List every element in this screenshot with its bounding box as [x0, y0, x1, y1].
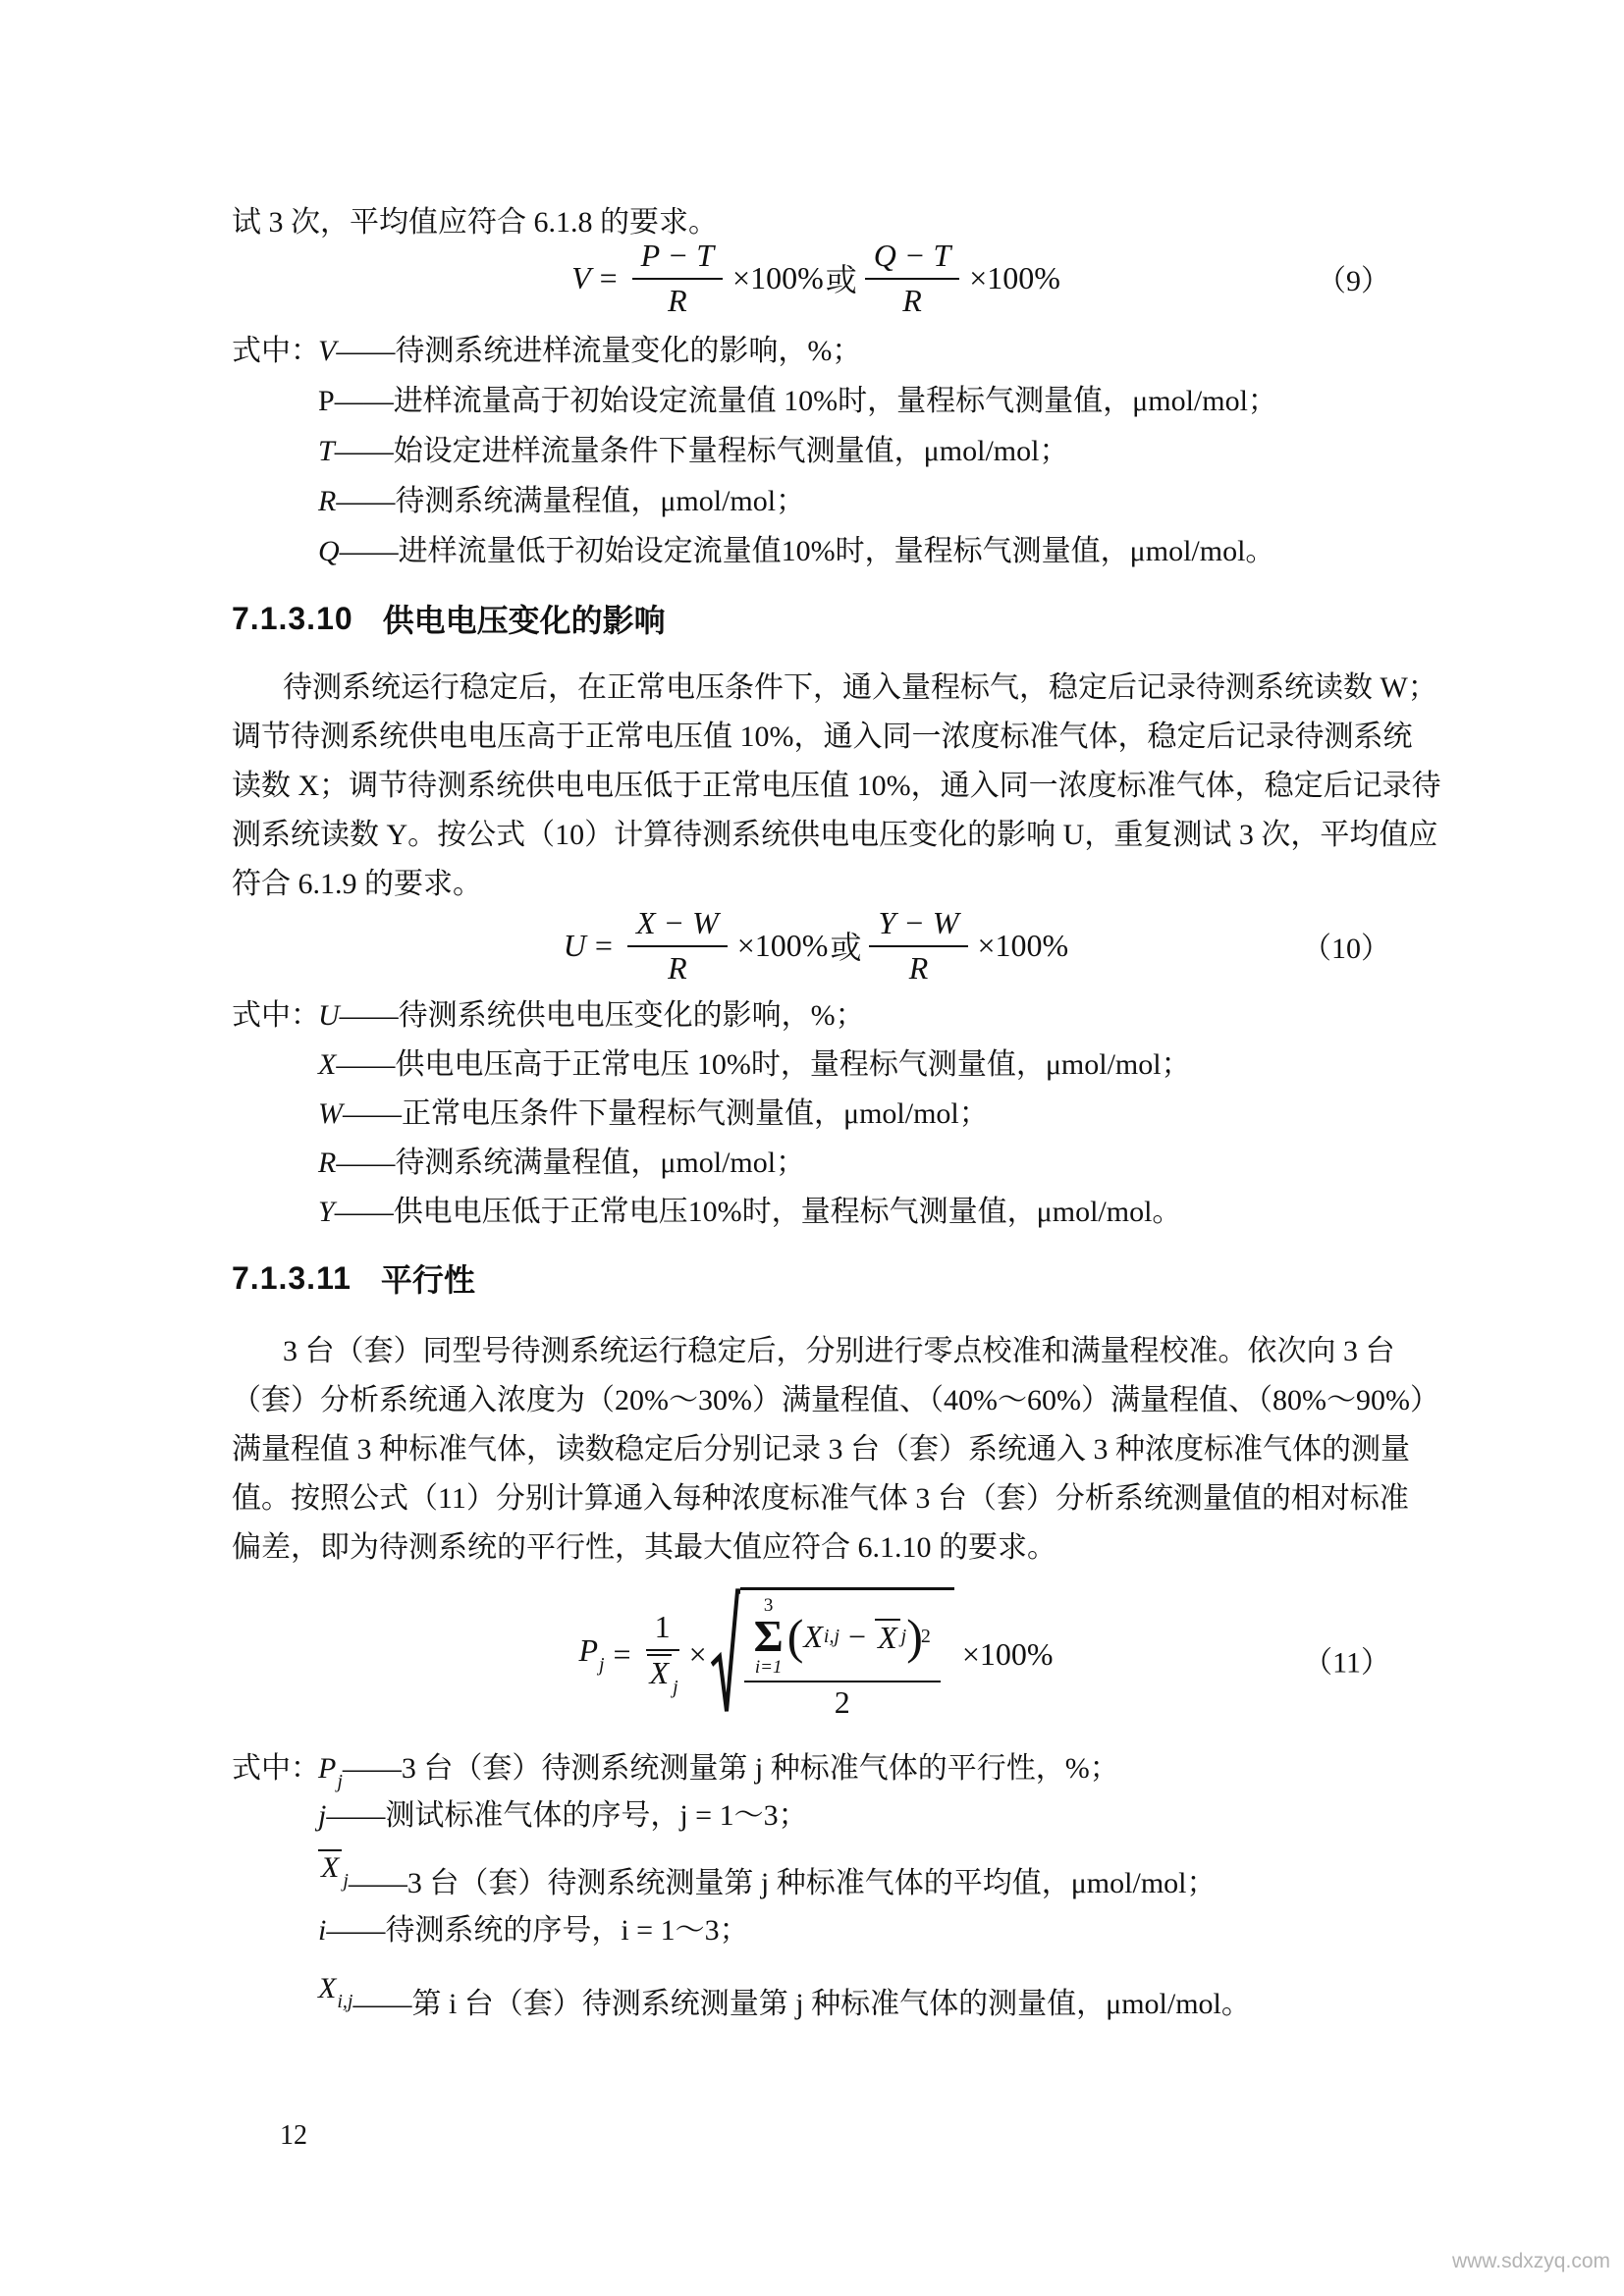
- section-7-1-3-11-paragraph: [232, 1327, 1439, 1573]
- definition-symbol: j: [318, 1799, 327, 1832]
- fraction-denominator: R: [668, 949, 687, 986]
- lhs-base: P: [578, 1631, 598, 1668]
- definition-dash: ——: [343, 1097, 402, 1130]
- multiplier: ×100%: [732, 259, 824, 295]
- defs-prefix: 式中：: [232, 999, 320, 1032]
- equals-sign: =: [613, 1635, 631, 1672]
- paragraph-line: （套）分析系统通入浓度为（20%～30%）满量程值、（40%～60%）满量程值、（80%～90%）: [232, 1384, 1439, 1416]
- formula-9-definitions: [232, 326, 1400, 576]
- definition-row: [232, 376, 1400, 426]
- definition-row: [232, 1972, 1400, 2028]
- definition-text: 始设定进样流量条件下量程标气测量值，μmol/mol；: [393, 435, 1069, 467]
- sum-upper-limit: 3: [763, 1595, 774, 1617]
- definition-text: 第 i 台（套）待测系统测量第 j 种标准气体的测量值，μmol/mol。: [411, 1988, 1251, 2020]
- minus-sign: −: [848, 1618, 867, 1654]
- squared-exponent: 2: [920, 1625, 931, 1647]
- definition-symbol: P: [318, 1752, 337, 1785]
- fraction-denominator: R: [908, 949, 929, 986]
- formula-10-lhs: U: [563, 927, 586, 963]
- multiplier: ×100%: [736, 927, 829, 963]
- definition-dash: ——: [336, 1147, 396, 1179]
- definition-row: [232, 1792, 1400, 1840]
- definition-dash: ——: [352, 1988, 412, 2020]
- fraction-numerator: X − W: [627, 905, 728, 947]
- definition-symbol: W: [318, 1097, 343, 1130]
- definition-row: [232, 426, 1400, 476]
- xbar-subscript: j: [900, 1625, 907, 1647]
- definition-row: [232, 326, 1400, 376]
- fraction: [646, 1609, 679, 1699]
- definition-row: [232, 1090, 1400, 1139]
- definition-symbol: T: [318, 435, 335, 467]
- paragraph-line: 调节待测系统供电电压高于正常电压值 10%，通入同一浓度标准气体，稳定后记录待测系统: [232, 721, 1413, 753]
- page-content: [232, 0, 1441, 2296]
- definition-text: 供电电压高于正常电压 10%时，量程标气测量值，μmol/mol；: [395, 1048, 1191, 1081]
- definition-row: [232, 526, 1400, 576]
- radicand: [740, 1587, 954, 1721]
- fraction-numerator: 1: [646, 1609, 679, 1651]
- section-heading-7-1-3-11: [232, 1258, 1400, 1298]
- definition-dash: ——: [336, 485, 396, 517]
- definition-dash: ——: [334, 385, 394, 417]
- heading-title: 平行性: [380, 1262, 475, 1298]
- definition-row: [232, 1188, 1400, 1237]
- page-number: 12: [280, 2120, 307, 2151]
- denominator-subscript: j: [673, 1676, 678, 1698]
- watermark: www.sdxzyq.com: [1451, 2250, 1610, 2272]
- formula-9: [232, 236, 1400, 320]
- definition-dash: ——: [336, 335, 396, 367]
- definition-symbol: [318, 1844, 349, 1904]
- fraction: [627, 905, 728, 987]
- fraction-numerator: P − T: [632, 238, 723, 280]
- mean-overline: X: [875, 1619, 900, 1655]
- definition-symbol: R: [318, 1147, 337, 1179]
- x-ij-base: X: [803, 1618, 823, 1654]
- equation-number-9: （9）: [1317, 265, 1390, 297]
- definition-text: 供电电压低于正常电压10%时，量程标气测量值，μmol/mol。: [393, 1196, 1182, 1228]
- definition-text: 正常电压条件下量程标气测量值，μmol/mol；: [402, 1097, 989, 1130]
- definition-symbol: U: [318, 999, 340, 1032]
- definition-row: [232, 1851, 1400, 1907]
- definition-symbol: Q: [318, 535, 340, 567]
- formula-11-lhs: [578, 1632, 604, 1677]
- formula-10: [232, 903, 1400, 988]
- definition-text: 进样流量低于初始设定流量值10%时，量程标气测量值，μmol/mol。: [398, 535, 1275, 567]
- paragraph-line: 值。按照公式（11）分别计算通入每种浓度标准气体 3 台（套）分析系统测量值的相对标准: [232, 1482, 1409, 1515]
- definition-text: 待测系统的序号，i = 1～3；: [385, 1914, 749, 1947]
- definition-dash: ——: [348, 1867, 407, 1899]
- definition-row: [232, 1139, 1400, 1188]
- definition-row: [232, 1907, 1400, 1954]
- lhs-subscript: j: [598, 1653, 605, 1676]
- definition-symbol: R: [318, 485, 337, 517]
- fraction-denominator: R: [668, 282, 687, 318]
- heading-number: 7.1.3.10: [232, 600, 353, 636]
- definition-text: 测试标准气体的序号，j = 1～3；: [385, 1799, 808, 1832]
- times-sign: ×: [688, 1635, 707, 1672]
- x-ij-subscript: i,j: [823, 1625, 840, 1647]
- fraction: [869, 905, 967, 987]
- big-fraction: [744, 1596, 941, 1721]
- paragraph-line: 读数 X；调节待测系统供电电压低于正常电压值 10%，通入同一浓度标准气体，稳定后记录待: [232, 770, 1441, 802]
- equals-sign: =: [594, 927, 613, 963]
- defs-prefix: 式中：: [232, 1752, 320, 1785]
- definition-symbol: i: [318, 1914, 327, 1947]
- definition-symbol: X: [318, 1048, 337, 1081]
- definition-text: 待测系统满量程值，μmol/mol；: [395, 1147, 806, 1179]
- fraction: [865, 238, 960, 319]
- paragraph-line: 符合 6.1.9 的要求。: [232, 868, 482, 900]
- formula-9-lhs: V: [571, 259, 591, 295]
- paragraph-line: 待测系统运行稳定后，在正常电压条件下，通入量程标气，稳定后记录待测系统读数 W；: [283, 671, 1437, 704]
- big-fraction-denominator: 2: [834, 1683, 850, 1720]
- equation-number-11: （11）: [1303, 1646, 1390, 1680]
- definition-row: [232, 476, 1400, 526]
- heading-title: 供电电压变化的影响: [382, 603, 666, 638]
- formula-11: [232, 1571, 1400, 1737]
- fraction-denominator: R: [902, 282, 922, 318]
- definition-dash: ——: [334, 435, 394, 467]
- section-heading-7-1-3-10: [232, 599, 1400, 638]
- definition-dash: ——: [326, 1799, 386, 1832]
- definition-dash: ——: [342, 1752, 402, 1785]
- or-text: 或: [830, 930, 862, 965]
- definition-symbol: Y: [318, 1196, 335, 1228]
- definition-dash: ——: [339, 535, 399, 567]
- definition-text: 3 台（套）待测系统测量第 j 种标准气体的平均值，μmol/mol；: [406, 1867, 1217, 1899]
- section-7-1-3-10-paragraph: [232, 664, 1441, 909]
- big-fraction-numerator: [744, 1596, 941, 1682]
- defs-prefix: 式中：: [232, 335, 320, 367]
- paragraph-line: 满量程值 3 种标准气体，读数稳定后分别记录 3 台（套）系统通入 3 种浓度标准气体的测量: [232, 1433, 1410, 1466]
- definition-symbol-subscript: j: [343, 1870, 349, 1892]
- intro-line: 试 3 次，平均值应符合 6.1.8 的要求。: [232, 206, 718, 239]
- or-text: 或: [825, 262, 857, 297]
- close-paren: ): [906, 1609, 923, 1664]
- definition-symbol: P: [318, 385, 335, 417]
- definition-symbol: V: [318, 335, 337, 367]
- equation-number-10: （10）: [1302, 933, 1390, 965]
- definition-text: 待测系统进样流量变化的影响，%；: [395, 335, 862, 367]
- square-root: [711, 1587, 954, 1721]
- definition-dash: ——: [339, 999, 399, 1032]
- sigma-icon: Σ: [753, 1611, 784, 1662]
- fraction: [632, 238, 723, 319]
- definition-dash: ——: [326, 1914, 386, 1947]
- paragraph-line: 偏差，即为待测系统的平行性，其最大值应符合 6.1.10 的要求。: [232, 1531, 1056, 1564]
- fraction-denominator: [647, 1651, 678, 1699]
- definition-row: [232, 1745, 1400, 1792]
- definition-symbol-subscript: i,j: [337, 1991, 353, 2012]
- definition-row: [232, 1041, 1400, 1090]
- multiplier: ×100%: [969, 259, 1060, 295]
- sum-lower-limit: i=1: [754, 1656, 783, 1678]
- definition-dash: ——: [334, 1196, 394, 1228]
- definition-text: 待测系统满量程值，μmol/mol；: [395, 485, 806, 517]
- definition-text: 待测系统供电电压变化的影响，%；: [398, 999, 865, 1032]
- definition-text: 3 台（套）待测系统测量第 j 种标准气体的平行性，%；: [401, 1752, 1119, 1785]
- definition-symbol-subscript: j: [337, 1771, 343, 1792]
- paragraph-line: 3 台（套）同型号待测系统运行稳定后，分别进行零点校准和满量程校准。依次向 3 台: [283, 1335, 1395, 1367]
- radical-icon: [711, 1587, 740, 1721]
- definition-symbol: $X_{i,j}$: [318, 1972, 353, 2012]
- multiplier: ×100%: [961, 1635, 1054, 1672]
- formula-10-definitions: [232, 991, 1400, 1237]
- definition-dash: ——: [336, 1048, 396, 1081]
- summation-symbol: [754, 1596, 784, 1677]
- fraction-numerator: Y − W: [869, 905, 967, 947]
- paragraph-line: 测系统读数 Y。按公式（10）计算待测系统供电电压变化的影响 U，重复测试 3 次，平均值应: [232, 819, 1438, 851]
- definition-text: 进样流量高于初始设定流量值 10%时，量程标气测量值，μmol/mol；: [393, 385, 1277, 417]
- definition-row: [232, 991, 1400, 1041]
- mean-overline: X: [647, 1654, 673, 1690]
- mean-overline: X: [318, 1849, 342, 1884]
- fraction-numerator: Q − T: [865, 238, 960, 280]
- equals-sign: =: [599, 259, 618, 295]
- heading-number: 7.1.3.11: [232, 1259, 352, 1296]
- open-paren: (: [786, 1609, 804, 1664]
- multiplier: ×100%: [977, 927, 1069, 963]
